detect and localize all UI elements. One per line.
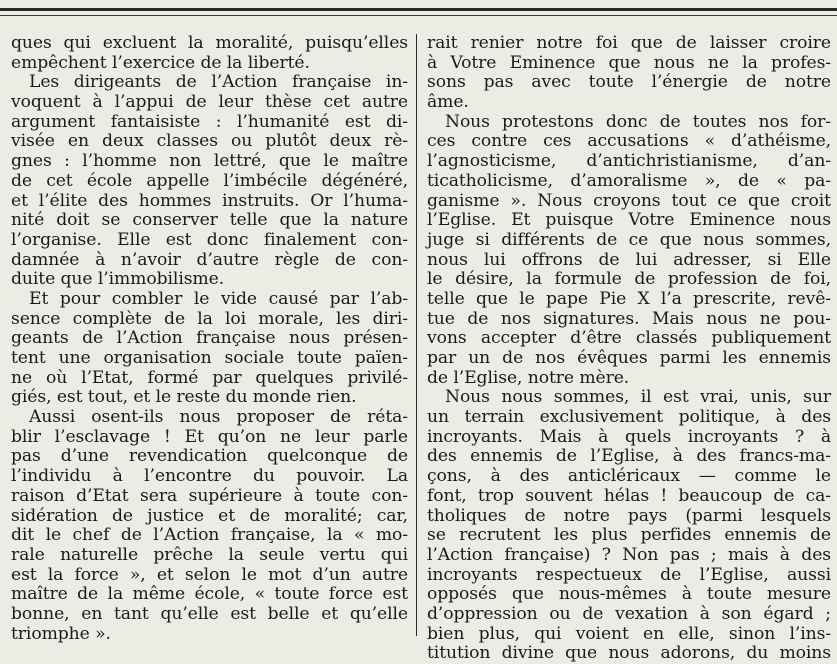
text-line: ne où l’Etat, formé par quelques privilé-: [11, 367, 408, 388]
text-line: bien plus, qui voient en elle, sinon l’ins-: [427, 623, 831, 644]
text-line: voquent à l’appui de leur thèse cet autre: [11, 92, 408, 113]
text-line: damnée à n’avoir d’autre règle de con-: [11, 249, 408, 270]
text-line: telle que le pape Pie X l’a prescrite, revê-: [427, 288, 831, 309]
text-line: dit le chef de l’Action française, la « mo-: [11, 525, 408, 546]
text-line: l’agnosticisme, d’antichristianisme, d’an-: [427, 151, 831, 172]
text-line: de l’Eglise, notre mère.: [427, 367, 630, 388]
text-line: giés, est tout, et le reste du monde rien.: [11, 387, 357, 408]
text-line: tent une organisation sociale toute païen-: [11, 348, 408, 368]
text-line: Nous nous sommes, il est vrai, unis, sur: [445, 387, 831, 408]
text-line: titution divine que nous adorons, du moins: [427, 643, 831, 664]
text-line: rait renier notre foi que de laisser croire: [427, 33, 831, 53]
text-line: Aussi osent-ils nous proposer de réta-: [29, 407, 408, 428]
text-line: d’oppression ou de vexation à son égard ;: [427, 603, 831, 624]
text-line: geants de l’Action française nous présen-: [11, 328, 408, 349]
left-column: [11, 33, 408, 644]
text-line: argument fantaisiste : l’humanité est di-: [11, 111, 408, 132]
text-line: l’Action française) ? Non pas ; mais à des: [427, 544, 831, 565]
text-line: opposés que nous-mêmes à toute mesure: [427, 584, 831, 605]
text-line: vons accepter d’être classés publiquement: [427, 328, 831, 349]
text-line: gnes : l’homme non lettré, que le maître: [11, 151, 408, 172]
text-line: duite que l’immobilisme.: [11, 269, 225, 290]
text-line: sons pas avec toute l’énergie de notre: [427, 72, 831, 93]
text-line: le désire, la formule de profession de foi,: [427, 269, 831, 290]
text-line: âme.: [427, 92, 469, 113]
text-line: l’organise. Elle est donc finalement con-: [11, 229, 408, 250]
right-column: [427, 33, 831, 664]
text-line: tue de nos signatures. Mais nous ne pou-: [427, 308, 831, 329]
header-rule-thin: [0, 15, 837, 16]
text-line: ces contre ces accusations « d’athéisme,: [427, 131, 831, 152]
text-line: blir l’esclavage ! Et qu’on ne leur parle: [11, 426, 408, 447]
text-line: l’Eglise. Et puisque Votre Eminence nous: [427, 210, 831, 231]
text-line: des ennemis de l’Eglise, à des francs-ma-: [427, 446, 831, 467]
text-line: ticatholicisme, d’amoralisme », de « pa-: [427, 170, 831, 191]
text-line: de cet école appelle l’imbécile dégénéré,: [11, 170, 408, 191]
text-line: Nous protestons donc de toutes nos for-: [445, 111, 831, 132]
text-line: nous lui offrons de lui adresser, si Elle: [427, 249, 831, 270]
text-line: ques qui excluent la moralité, puisqu’elles: [11, 33, 408, 53]
header-rule-thick: [0, 8, 837, 11]
text-line: pas d’une revendication quelconque de: [11, 446, 408, 467]
text-line: çons, à des anticléricaux — comme le: [427, 466, 831, 487]
text-line: bonne, en tant qu’elle est belle et qu’elle: [11, 603, 408, 624]
text-line: Les dirigeants de l’Action française in-: [29, 72, 408, 93]
text-line: juge si différents de ce que nous sommes,: [427, 229, 831, 250]
text-line: sence complète de la loi morale, les diri-: [11, 308, 408, 329]
text-line: incroyants respectueux de l’Eglise, aussi: [427, 564, 831, 585]
text-line: est la force », et selon le mot d’un autre: [11, 564, 408, 585]
text-line: triomphe ».: [11, 623, 111, 644]
text-line: un terrain exclusivement politique, à des: [427, 407, 831, 428]
text-line: ganisme ». Nous croyons tout ce que croit: [427, 190, 831, 211]
text-line: rale naturelle prêche la seule vertu qui: [11, 544, 408, 565]
text-line: empêchent l’exercice de la liberté.: [11, 52, 310, 73]
text-line: et l’élite des hommes instruits. Or l’huma-: [11, 190, 408, 211]
text-line: à Votre Eminence que nous ne la profes-: [427, 52, 831, 73]
text-line: sidération de justice et de moralité; car,: [11, 505, 408, 526]
text-line: maître de la même école, « toute force est: [11, 584, 408, 605]
text-line: visée en deux classes ou plutôt deux rè-: [11, 131, 408, 152]
text-line: par un de nos évêques parmi les ennemis: [427, 348, 831, 368]
text-line: Et pour combler le vide causé par l’ab-: [29, 288, 408, 309]
text-line: incroyants. Mais à quels incroyants ? à: [427, 426, 831, 447]
text-line: raison d’Etat sera supérieure à toute con-: [11, 485, 408, 506]
text-line: font, trop souvent hélas ! beaucoup de ca-: [427, 485, 831, 506]
text-line: se recrutent les plus perfides ennemis de: [427, 525, 831, 546]
column-divider: [416, 34, 417, 636]
text-line: l’individu à l’encontre du pouvoir. La: [11, 466, 408, 487]
text-line: nité doit se conserver telle que la nature: [11, 210, 408, 231]
text-line: tholiques de notre pays (parmi lesquels: [427, 505, 831, 526]
